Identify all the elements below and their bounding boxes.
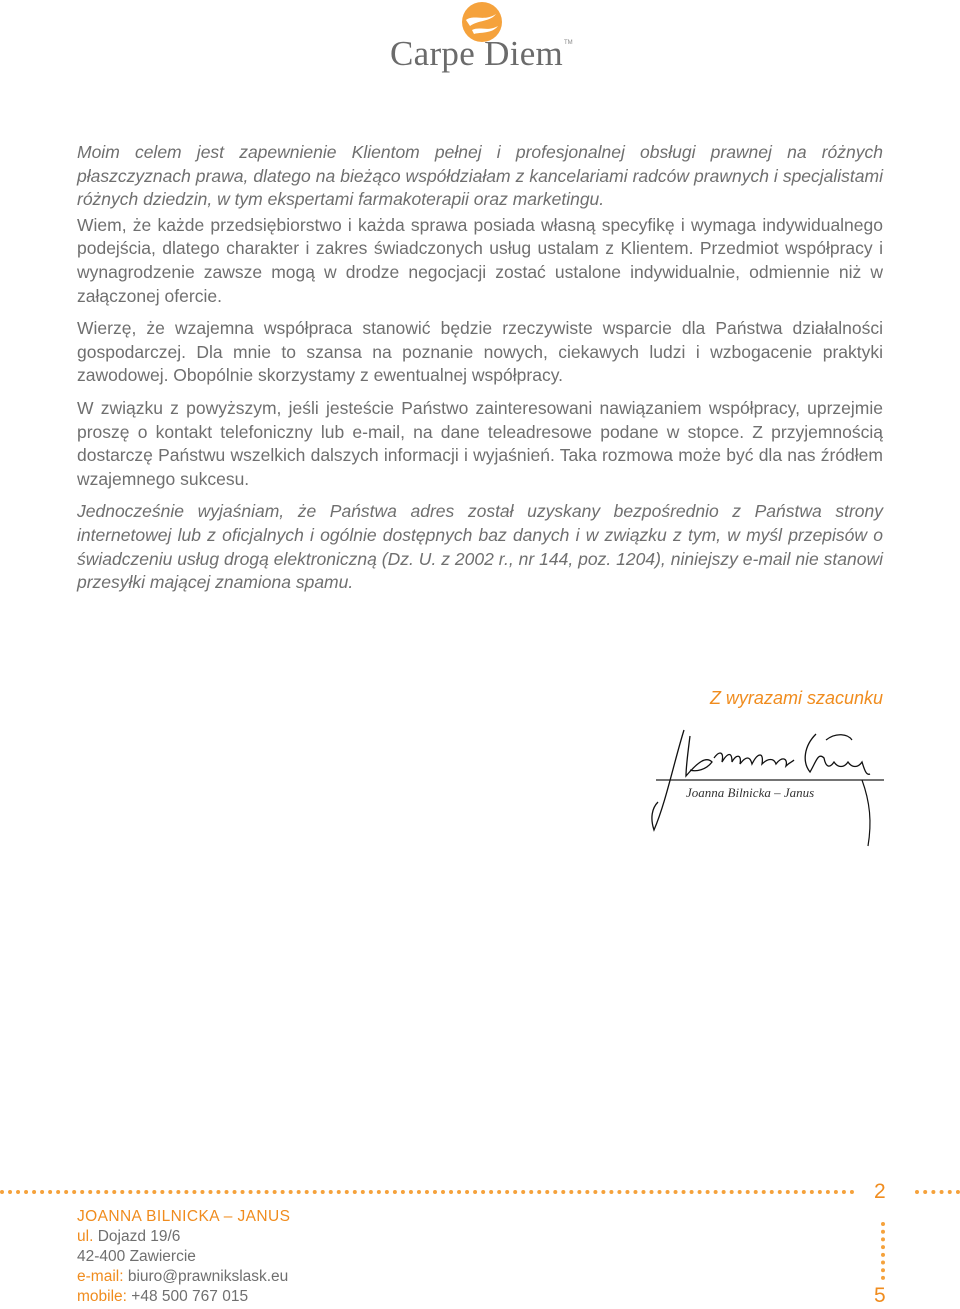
contact-email xyxy=(77,1267,290,1287)
logo xyxy=(380,0,580,80)
contact-city: 42-400 Zawiercie xyxy=(77,1248,196,1265)
paragraph-1: Moim celem jest zapewnienie Klientom pełnej i profesjonalnej obsługi prawnej na różnych płaszczyznach prawa, dlatego na bieżąco współdziałam z kancelariami radców prawnych i specjalistami różnych dziedzin, w tym ekspertami farmakoterapii oraz marketingu. xyxy=(77,142,883,210)
email-label: e-mail: xyxy=(77,1268,124,1285)
paragraph-4: W związku z powyższym, jeśli jesteście Państwo zainteresowani nawiązaniem współpracy, uprzejmie proszę o kontakt telefoniczny lub e-mail, na dane teleadresowe podane w stopce. Z przyjemnością dostarczę Państwu wszelkich dalszych informacji i wyjaśnień. Taka rozmowa może być dla nas źródłem wzajemnego sukcesu. xyxy=(77,397,883,489)
contact-address xyxy=(77,1227,290,1247)
address-label: ul. xyxy=(77,1228,94,1245)
mobile-label: mobile: xyxy=(77,1288,127,1305)
email-link[interactable]: biuro@prawnikslask.eu xyxy=(127,1268,289,1285)
logo-text: Carpe Diem xyxy=(390,34,564,73)
paragraph-2: Wiem, że każde przedsiębiorstwo i każda sprawa posiada własną specyfikę i wymaga indywidualnego podejścia, dlatego charakter i zakres świadczonych usług ustalam z Klientem. Przedmiot współpracy i wynagrodzenie zawsze mogą w drodze negocjacji zostać ustalone indywidualnie, odmiennie niż w załączonej ofercie. xyxy=(77,214,883,306)
footer-contact xyxy=(77,1207,290,1307)
letter-body xyxy=(77,141,883,604)
page-number-current: 2 xyxy=(874,1180,886,1203)
address-value: Dojazd 19/6 xyxy=(97,1228,181,1245)
paragraph-5: Jednocześnie wyjaśniam, że Państwa adres został uzyskany bezpośrednio z Państwa strony internetowej lub z oficjalnych i ogólnie dostępnych baz danych i w związku z tym, w myśl przepisów o świadczeniu usług drogą elektroniczną (Dz. U. z 2002 r., nr 144, poz. 1204), niniejszy e-mail nie stanowi przesyłki mającej znamiona spamu. xyxy=(77,501,883,593)
footer-divider-dots xyxy=(0,1190,855,1198)
contact-mobile xyxy=(77,1287,290,1307)
closing-salutation: Z wyrazami szacunku xyxy=(709,688,883,708)
mobile-number[interactable]: +48 500 767 015 xyxy=(131,1288,249,1305)
page-number-total: 5 xyxy=(874,1284,886,1307)
paragraph-3: Wierzę, że wzajemna współpraca stanowić będzie rzeczywiste wsparcie dla Państwa działalności gospodarczej. Dla mnie to szansa na poznanie nowych, ciekawych ludzi i wzbogacenie praktyki zawodowej. Obopólnie skorzystamy z ewentualnej współpracy. xyxy=(77,318,883,386)
contact-name: JOANNA BILNICKA – JANUS xyxy=(77,1208,291,1225)
page-number-divider xyxy=(881,1222,885,1280)
footer-divider-dots-right xyxy=(915,1190,960,1198)
signature-name: Joanna Bilnicka – Janus xyxy=(686,785,815,800)
logo-trademark: TM xyxy=(564,40,573,46)
